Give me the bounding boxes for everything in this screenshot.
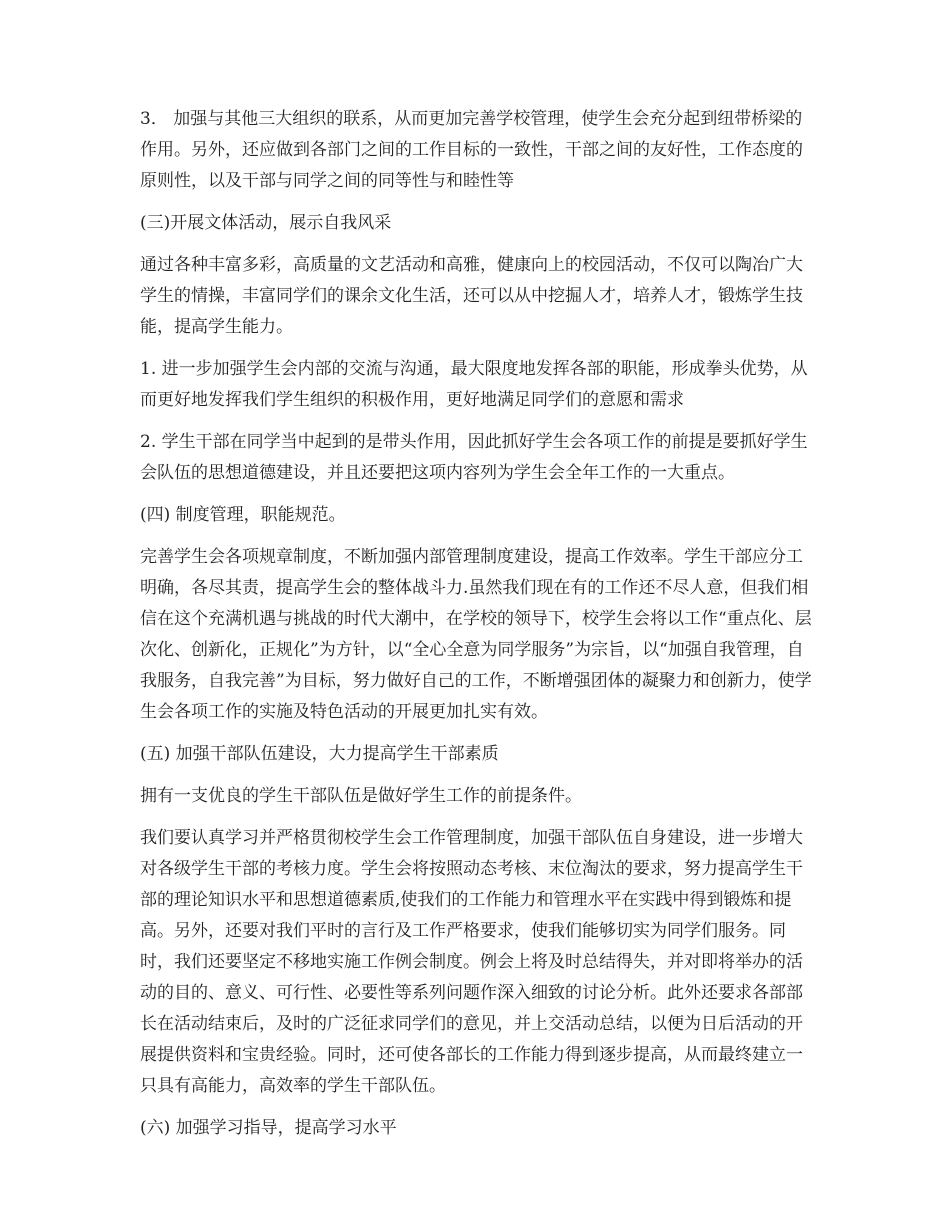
section-heading-5: (五) 加强干部队伍建设，大力提高学生干部素质 [140,744,499,764]
paragraph-cadre-team: 拥有一支优良的学生干部队伍是做好学生工作的前提条件。 [140,786,582,806]
section-heading-3: (三)开展文体活动，展示自我风采 [140,213,392,233]
document-body [140,104,812,1155]
paragraph-activities: 通过各种丰富多彩，高质量的文艺活动和高雅，健康向上的校园活动，不仅可以陶冶广大学生的情操，丰富同学们的课余文化生活，还可以从中挖掘人才，培养人才，锻炼学生技能，提高学生能力。 [140,255,803,337]
section-heading-6: (六) 加强学习指导，提高学习水平 [140,1118,397,1138]
section-heading-4: (四) 制度管理，职能规范。 [140,505,346,525]
paragraph-point-3: 3． 加强与其他三大组织的联系，从而更加完善学校管理，使学生会充分起到纽带桥梁的作用。另外，还应做到各部门之间的工作目标的一致性，干部之间的友好性，工作态度的原则性，以及干部与同学之间的同等性与和睦性等 [140,109,803,191]
paragraph-management-system: 我们要认真学习并严格贯彻校学生会工作管理制度，加强干部队伍自身建设，进一步增大对各级学生干部的考核力度。学生会将按照动态考核、末位淘汰的要求，努力提高学生干部的理论知识水平和思想道德素质,使我们的工作能力和管理水平在实践中得到锻炼和提高。另外，还要对我们平时的言行及工作严格要求，使我们能够切实为同学们服务。同时，我们还要坚定不移地实施工作例会制度。例会上将及时总结得失，并对即将举办的活动的目的、意义、可行性、必要性等系列问题作深入细致的讨论分析。此外还要求各部部长在活动结束后，及时的广泛征求同学们的意见，并上交活动总结，以便为日后活动的开展提供资料和宝贵经验。同时，还可使各部长的工作能力得到逐步提高，从而最终建立一只具有高能力，高效率的学生干部队伍。 [140,828,803,1096]
paragraph-regulations: 完善学生会各项规章制度，不断加强内部管理制度建设，提高工作效率。学生干部应分工明确，各尽其责，提高学生会的整体战斗力.虽然我们现在有的工作还不尽人意，但我们相信在这个充满机遇与挑战的时代大潮中，在学校的领导下，校学生会将以工作“重点化、层次化、创新化，正规化”为方针，以“全心全意为同学服务”为宗旨，以“加强自我管理，自我服务，自我完善”为目标，努力做好自己的工作，不断增强团体的凝聚力和创新力，使学生会各项工作的实施及特色活动的开展更加扎实有效。 [140,547,812,722]
paragraph-point-1: 1. 进一步加强学生会内部的交流与沟通，最大限度地发挥各部的职能，形成拳头优势，从而更好地发挥我们学生组织的积极作用，更好地满足同学们的意愿和需求 [140,359,808,410]
paragraph-point-2: 2. 学生干部在同学当中起到的是带头作用，因此抓好学生会各项工作的前提是要抓好学生会队伍的思想道德建设，并且还要把这项内容列为学生会全年工作的一大重点。 [140,432,808,483]
